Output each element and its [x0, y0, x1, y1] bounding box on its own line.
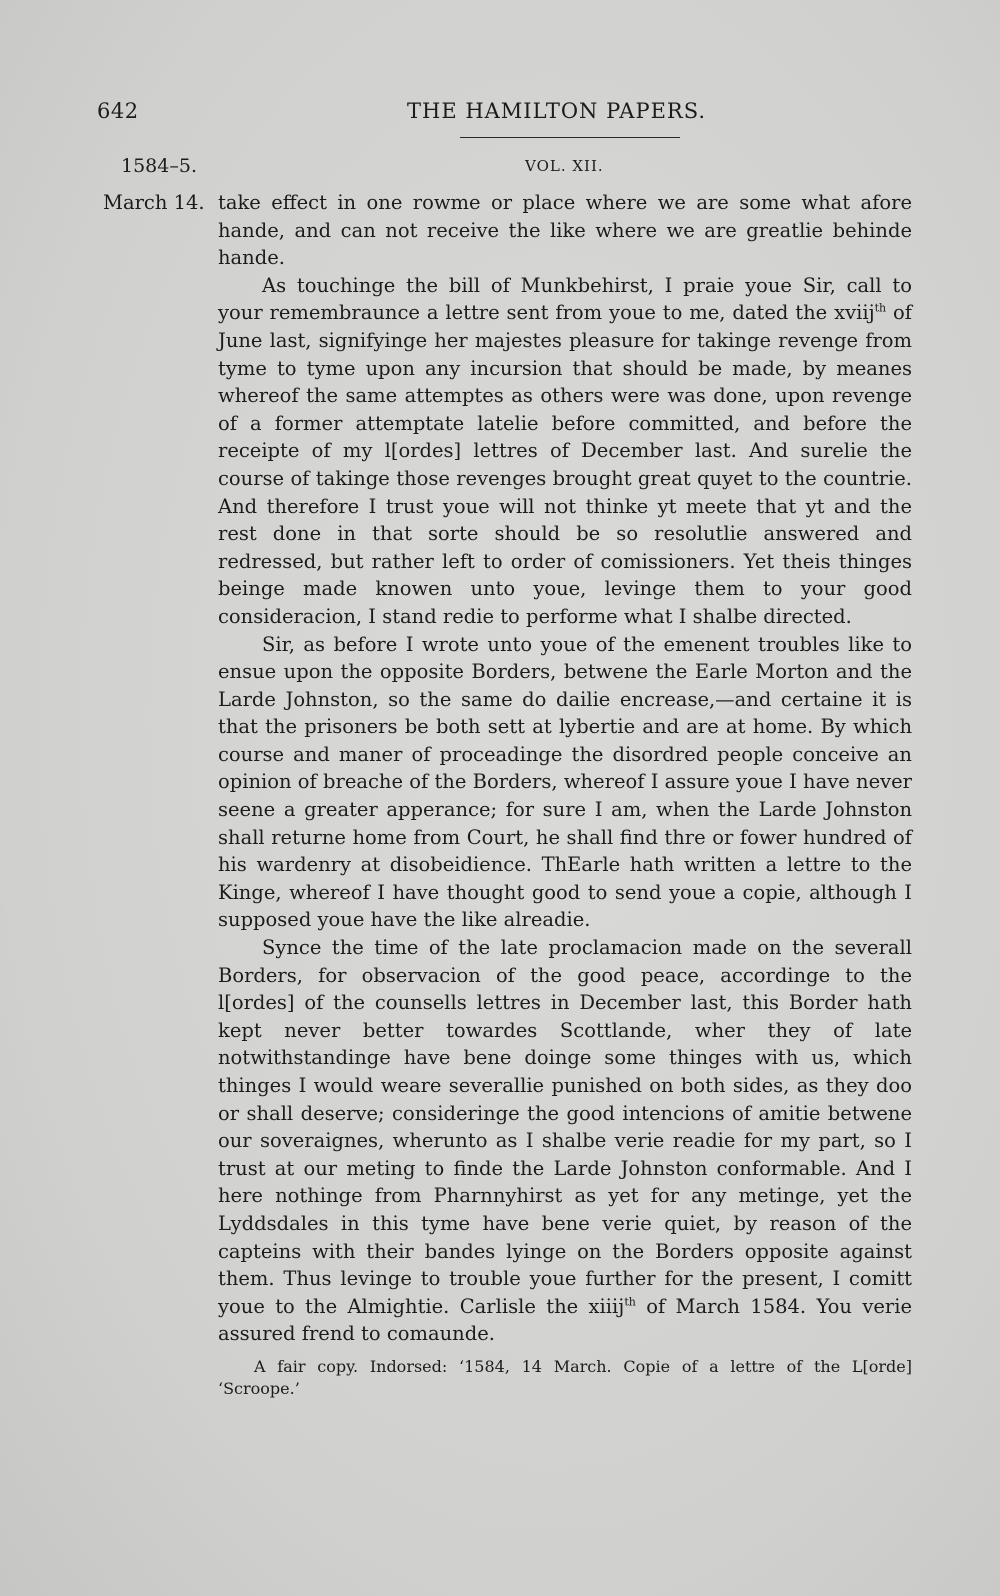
paragraph-3: Sir, as before I wrote unto youe of the emenent troubles like to ensue upon the opposite Borders, betwene the Earle Morton and the Larde Johnston, so the same do dailie encrease,—and certaine it is that the prisoners be both sett at lybertie and are at home. By which course and maner of proceadinge the disordred people conceive an opinion of breache of the Borders, whereof I assure youe I have never seene a greater apperance; for sure I am, when the Larde Johnston shall returne home from Court, he shall find thre or fower hundred of his wardenry at disobeidience. ThEarle hath written a lettre to the Kinge, whereof I have thought good to send youe a copie, although I supposed youe have the like alreadie.: [218, 632, 912, 932]
page-number: 642: [97, 99, 139, 123]
endorsement-text: A fair copy. Indorsed: ‘1584, 14 March. Copie of a lettre of the L[orde] ‘Scroope.’: [218, 1357, 912, 1398]
margin-date: March 14.: [103, 191, 205, 214]
volume-label: VOL. XII.: [525, 157, 604, 175]
paragraph-4-part-b: of March 1584. You verie assured frend to comaunde.: [218, 1294, 912, 1346]
running-title: THE HAMILTON PAPERS.: [407, 99, 707, 123]
year-range: 1584–5.: [121, 155, 197, 177]
paragraph-2-part-a: As touchinge the bill of Munkbehirst, I praie youe Sir, call to your remembraunce a lettre sent from youe to me, dated the xviij: [218, 273, 912, 325]
ordinal-superscript: th: [624, 1295, 636, 1309]
paragraph-4: [218, 934, 912, 1348]
paragraph-4-part-a: Synce the time of the late proclamacion made on the severall Borders, for observacion of the good peace, accordinge to the l[ordes] of the counsells lettres in December last, this Border hath kept never better towardes Scottlande, wher they of late notwithstandinge have bene doinge some thinges with us, which thinges I would weare severallie punished on both sides, as they doo or shall deserve; consideringe the good intencions of amitie betwene our soveraignes, wherunto as I shalbe verie readie for my part, so I trust at our meting to finde the Larde Johnston conformable. And I here nothinge from Pharnnyhirst as yet for any metinge, yet the Lyddsdales in this tyme have bene verie quiet, by reason of the capteins with their bandes lyinge on the Borders opposite against them. Thus levinge to trouble youe further for the present, I comitt youe to the Almightie. Carlisle the xiiij: [218, 936, 912, 1318]
letter-body: [218, 189, 912, 1348]
header-rule: [460, 137, 680, 138]
paragraph-2-part-b: of June last, signifyinge her majestes pleasure for takinge revenge from tyme to tyme upon any incursion that should be made, by meanes whereof the same attemptes as others were was done, upon revenge of a former attemptate latelie before committed, and before the receipte of my l[ordes] lettres of December last. And surelie the course of takinge those revenges brought great quyet to the countrie. And therefore I trust youe will not thinke yt meete that yt and the rest done in that sorte should be so resolutlie answered and redressed, but rather left to order of comissioners. Yet theis thinges beinge made knowen unto youe, levinge them to your good consideracion, I stand redie to performe what I shalbe directed.: [218, 301, 912, 628]
paragraph-1: take effect in one rowme or place where we are some what afore hande, and can not receive the like where we are greatlie behinde hande.: [218, 191, 912, 270]
endorsement-note: [218, 1356, 912, 1400]
paragraph-2: [218, 272, 912, 631]
running-head: [97, 99, 912, 133]
ordinal-superscript: th: [874, 301, 887, 315]
